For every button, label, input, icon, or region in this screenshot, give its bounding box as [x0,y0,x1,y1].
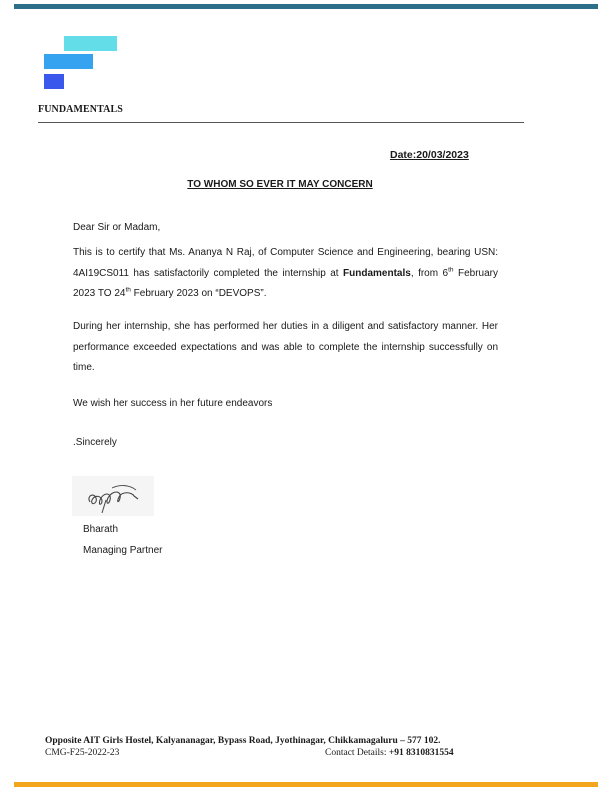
para1-to-sup: th [125,286,131,294]
company-name: FUNDAMENTALS [38,104,123,115]
company-logo [44,36,124,92]
para1-intro: This is to certify that Ms. Ananya N Raj, of Computer Science and Engineering, bearing USN: 4AI19CS011 has satisfactorily completed the internship at [73,247,498,279]
letter-heading: TO WHOM SO EVER IT MAY CONCERN [187,179,373,190]
letter-date: Date:20/03/2023 [390,149,469,161]
performance-paragraph: During her internship, she has performed her duties in a diligent and satisfactory manner. Her performance exceeded expectations and was able to complete the internship successfully on time. [73,321,498,373]
closing: .Sincerely [73,437,117,448]
footer-contact [325,748,454,758]
signatory-name: Bharath [83,524,119,535]
para1-mid: February 2023 TO 24 [73,267,499,299]
salutation: Dear Sir or Madam, [73,222,161,233]
logo-bar-middle [44,54,93,69]
contact-label: Contact Details: [325,748,389,758]
signature-scribble [72,476,154,516]
para1-from: , from 6 [410,267,449,279]
top-accent-bar [14,4,598,9]
logo-bar-bottom [44,74,64,89]
wishes-paragraph: We wish her success in her future endeavors [73,398,273,409]
bottom-accent-bar [14,782,598,787]
para1-company: Fundamentals [343,267,411,279]
para1-end: February 2023 on “DEVOPS”. [130,288,267,299]
certification-paragraph [73,243,498,305]
logo-bar-top [64,36,117,51]
footer-reference: CMG-F25-2022-23 [45,748,120,758]
signature-image [72,476,154,516]
signatory-title: Managing Partner [83,545,163,556]
para1-from-sup: th [448,266,454,274]
contact-number: +91 8310831554 [388,748,454,758]
header-divider [38,122,524,123]
footer-address: Opposite AIT Girls Hostel, Kalyananagar, Bypass Road, Jyothinagar, Chikkamagaluru – 577 102. [45,736,441,746]
